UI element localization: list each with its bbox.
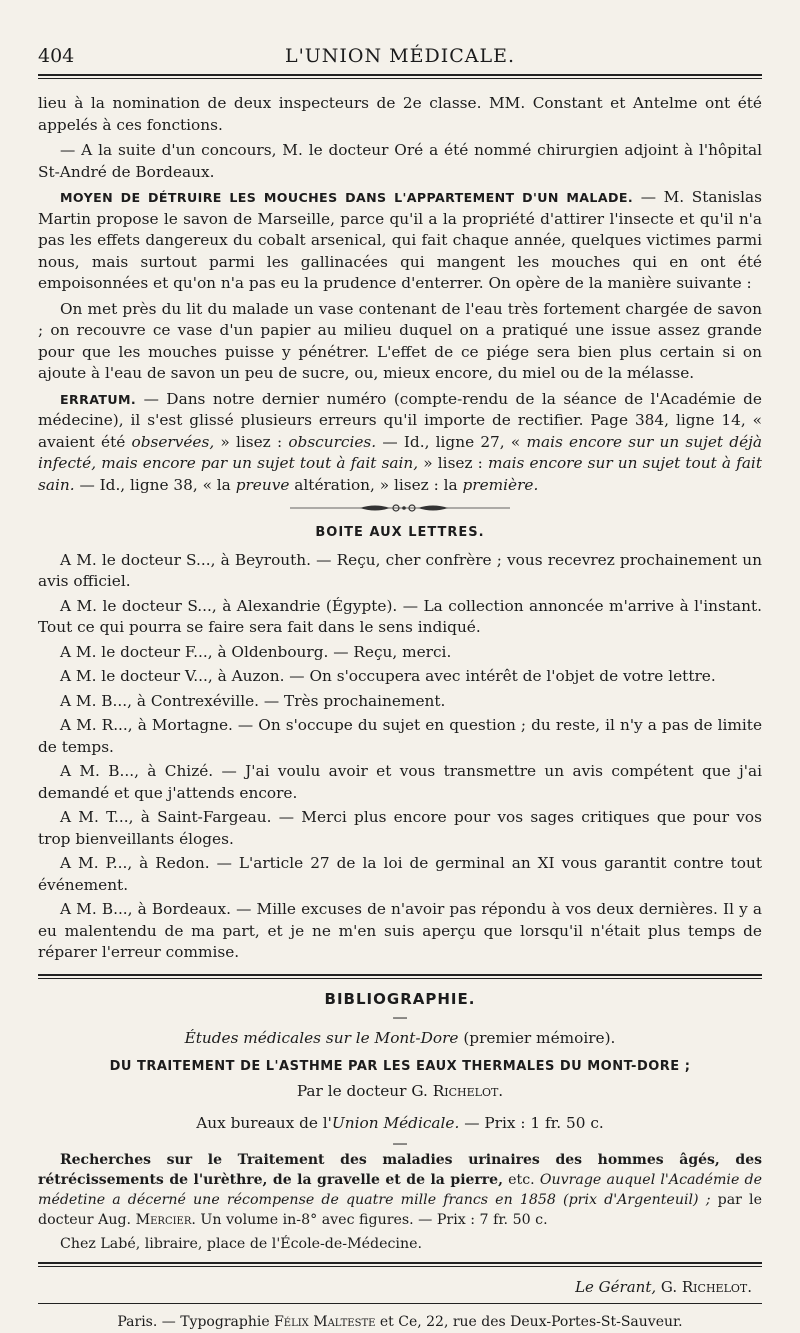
flies-heading: MOYEN DE DÉTRUIRE LES MOUCHES DANS L'APPARTEMENT D'UN MALADE. (60, 190, 633, 205)
work1-pub-a: Aux bureaux de l' (196, 1114, 332, 1132)
footer-rule (38, 1262, 762, 1267)
work1-author (38, 1081, 762, 1103)
main-content (38, 93, 762, 1333)
section-ornament (38, 500, 762, 516)
bibliography-dash: — (38, 1012, 762, 1022)
work1-pub-italic: Union Médicale. (332, 1114, 459, 1132)
imprint-rule (38, 1303, 762, 1304)
letter-item: A M. B..., à Bordeaux. — Mille excuses de n'avoir pas répondu à vos deux dernières. Il y a eu malentendu de ma part, et je ne m'en suis aperçu que lorsqu'il n'était plus temps de réparer l'erreur commise. (38, 899, 762, 964)
gerant-label: Le Gérant, (575, 1278, 656, 1296)
erratum-italic-5: preuve (236, 476, 290, 494)
work-separator-dash: — (38, 1138, 762, 1148)
letters-list (38, 550, 762, 964)
letter-item: A M. R..., à Mortagne. — On s'occupe du sujet en question ; du reste, il n'y a pas de limite de temps. (38, 715, 762, 758)
header-rule (38, 74, 762, 79)
erratum-heading: ERRATUM. (60, 392, 136, 407)
work1-author-prefix: Par le docteur G. (297, 1082, 428, 1100)
erratum-italic-4: mais encore sur un sujet tout à fait sain. (38, 454, 762, 494)
ornament-flourish-icon (290, 501, 510, 515)
journal-title: L'UNION MÉDICALE. (38, 45, 762, 67)
imprint-b: et Ce, 22, rue des Deux-Portes-St-Sauveur. (380, 1314, 683, 1330)
gerant-name: G. Richelot. (661, 1278, 752, 1296)
erratum-paragraph (38, 389, 762, 497)
flies-paragraph-1 (38, 187, 762, 295)
work2-rest-a: par le docteur Aug. (38, 1192, 762, 1228)
bibliography-rule (38, 974, 762, 979)
letter-item: A M. B..., à Contrexéville. — Très prochainement. (38, 691, 762, 713)
intro-paragraph-2: — A la suite d'un concours, M. le docteur Oré a été nommé chirurgien adjoint à l'hôpital St-André de Bordeaux. (38, 140, 762, 183)
erratum-text-e: — Id., ligne 38, « la (79, 476, 230, 494)
work2-title: Recherches sur le Traitement des maladies urinaires des hommes âgés, des rétrécissements de l'urèthre, de la gravelle et de la pierre, (38, 1152, 762, 1188)
work2-publisher: Chez Labé, libraire, place de l'École-de-Médecine. (38, 1234, 762, 1254)
erratum-text-b: » lisez : (220, 433, 282, 451)
erratum-italic-2: obscurcies. (288, 433, 376, 451)
work1-publication (38, 1113, 762, 1135)
erratum-italic-6: première. (463, 476, 539, 494)
running-head (38, 0, 762, 74)
work1-title (38, 1028, 762, 1050)
flies-paragraph-2: On met près du lit du malade un vase contenant de l'eau très fortement chargée de savon ; on recouvre ce vase d'un papier au milieu duquel on a pratiqué une issue assez grande pour que les mouches puisse y pénétrer. L'effet de ce piége sera bien plus certain si on ajoute à l'eau de savon un peu de sucre, ou, mieux encore, du miel ou de la mélasse. (38, 299, 762, 385)
bibliography-heading: BIBLIOGRAPHIE. (38, 989, 762, 1011)
work2-author: Mercier. (136, 1212, 196, 1228)
gerant-signature (38, 1277, 762, 1299)
imprint-a: Paris. — Typographie (117, 1314, 269, 1330)
flies-text-1: — M. Stanislas Martin propose le savon de Marseille, parce qu'il a la propriété d'attirer l'insecte et qu'il n'a pas les effets dangereux du cobalt arsenical, qui fait chaque année, quelques victimes parmi nous, mais surtout parmi les gallinacées qui mangent les mouches qui en ont été empoisonnées et qu'on n'a pas eu la prudence d'enterrer. On opère de la manière suivante : (38, 188, 762, 292)
work1-title-rest: (premier mémoire). (463, 1029, 615, 1047)
letter-item: A M. T..., à Saint-Fargeau. — Merci plus encore pour vos sages critiques que pour vos trop bienveillants éloges. (38, 807, 762, 850)
erratum-italic-3: mais encore sur un sujet déjà infecté, mais encore par un sujet tout à fait sain, (38, 433, 762, 473)
page-number: 404 (38, 45, 74, 67)
work2-italic: Ouvrage auquel l'Académie de médetine a décerné une récompense de quatre mille francs en 1858 (prix d'Argenteuil) ; (38, 1172, 762, 1208)
letter-item: A M. le docteur F..., à Oldenbourg. — Reçu, merci. (38, 642, 762, 664)
intro-paragraph-1: lieu à la nomination de deux inspecteurs de 2e classe. MM. Constant et Antelme ont été appelés à ces fonctions. (38, 93, 762, 136)
work1-author-name: Richelot. (433, 1082, 503, 1100)
letters-heading: BOITE AUX LETTRES. (38, 522, 762, 544)
letter-item: A M. le docteur S..., à Beyrouth. — Reçu, cher confrère ; vous recevrez prochainement un avis officiel. (38, 550, 762, 593)
erratum-text-f: altération, » lisez : la (294, 476, 457, 494)
letter-item: A M. le docteur V..., à Auzon. — On s'occupera avec intérêt de l'objet de votre lettre. (38, 666, 762, 688)
work1-subtitle: DU TRAITEMENT DE L'ASTHME PAR LES EAUX THERMALES DU MONT-DORE ; (38, 1056, 762, 1078)
imprint-name: Félix Malteste (274, 1314, 375, 1330)
work2-rest-b: Un volume in-8° avec figures. — Prix : 7 fr. 50 c. (200, 1212, 547, 1228)
letter-item: A M. le docteur S..., à Alexandrie (Égypte). — La collection annoncée m'arrive à l'instant. Tout ce qui pourra se faire sera fait dans le sens indiqué. (38, 596, 762, 639)
work2-etc: etc. (508, 1172, 535, 1188)
erratum-text-c: — Id., ligne 27, « (382, 433, 520, 451)
work1-pub-b: — Prix : 1 fr. 50 c. (464, 1114, 604, 1132)
erratum-text-d: » lisez : (423, 454, 483, 472)
letter-item: A M. P..., à Redon. — L'article 27 de la loi de germinal an XI vous garantit contre tout événement. (38, 853, 762, 896)
work1-title-italic: Études médicales sur le Mont-Dore (185, 1029, 459, 1047)
work2-entry (38, 1150, 762, 1230)
letter-item: A M. B..., à Chizé. — J'ai voulu avoir et vous transmettre un avis compétent que j'ai demandé et que j'attends encore. (38, 761, 762, 804)
erratum-text-a: — Dans notre dernier numéro (compte-rendu de la séance de l'Académie de médecine), il s'est glissé plusieurs erreurs qu'il importe de rectifier. Page 384, ligne 14, « avaient été (38, 390, 762, 451)
erratum-italic-1: observées, (132, 433, 215, 451)
